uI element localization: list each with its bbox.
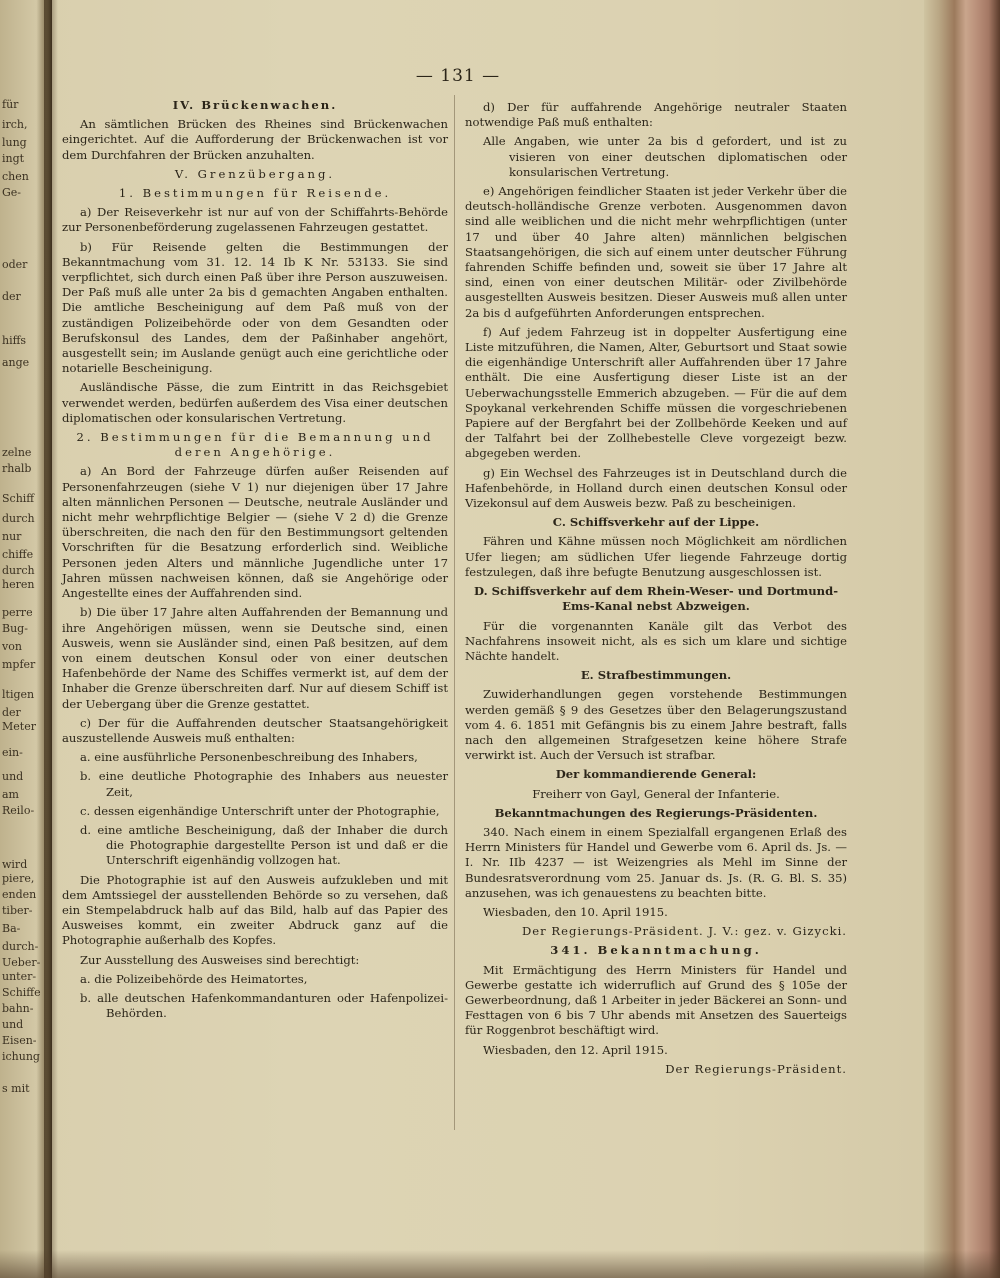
margin-fragment: der <box>2 706 21 719</box>
paragraph: g) Ein Wechsel des Fahrzeuges ist in Deutschland durch die Hafenbehörde, in Holland durch einen deutschen Konsul oder Vizekonsul auf dem Ausweis bezw. Paß zu bescheinigen. <box>465 465 847 511</box>
paragraph: a) Der Reiseverkehr ist nur auf von der Schiffahrts-Behörde zur Personenbeförderung zugelassenen Fahrzeugen gestattet. <box>62 205 448 235</box>
paragraph: Alle Angaben, wie unter 2a bis d gefordert, und ist zu visieren von einer deutschen diplomatischen oder konsularischen Vertretung. <box>483 134 847 179</box>
paragraph: b. alle deutschen Hafenkommandanturen oder Hafenpolizei-Behörden. <box>80 990 448 1021</box>
paragraph: Fähren und Kähne müssen noch Möglichkeit am nördlichen Ufer liegen; am südlichen Ufer liegende Fahrzeuge dortig festzulegen, daß ihre befugte Benutzung ausgeschlossen ist. <box>465 534 847 579</box>
paragraph: Ausländische Pässe, die zum Eintritt in das Reichsgebiet verwendet werden, bedürfen außerdem des Visa einer deutschen diplomatischen oder konsularischen Vertretung. <box>62 380 448 425</box>
book-edge <box>924 0 1000 1278</box>
margin-fragment: s mit <box>2 1082 30 1095</box>
margin-fragment: piere, <box>2 872 35 885</box>
margin-fragment: und <box>2 770 24 783</box>
margin-fragment: durch- <box>2 940 39 953</box>
paragraph: Für die vorgenannten Kanäle gilt das Verbot des Nachfahrens insoweit nicht, als es sich um klare und sichtige Nächte handelt. <box>465 618 847 663</box>
paragraph: d. eine amtliche Bescheinigung, daß der Inhaber die durch die Photographie dargestellte Person ist und daß er die Unterschrift eigenhändig vollzogen hat. <box>80 822 448 868</box>
margin-fragment: rhalb <box>2 462 32 475</box>
paragraph: a. die Polizeibehörde des Heimatortes, <box>80 971 308 986</box>
margin-fragment: und <box>2 1018 24 1031</box>
paragraph: Der Regierungs-Präsident. <box>665 1061 847 1076</box>
margin-fragment: ltigen <box>2 688 35 701</box>
margin-fragment: ein- <box>2 746 23 759</box>
paragraph: 2. Bestimmungen für die Bemannung und deren Angehörige. <box>76 430 434 460</box>
paragraph: 340. Nach einem in einem Spezialfall ergangenen Erlaß des Herrn Ministers für Handel und Gewerbe vom 6. April ds. Js. — I. Nr. IIb 4237 — ist Weizengries als Mehl im Sinne der Bundesratsverordnung vom 25. Januar ds. Js. (R. G. Bl. S. 35) anzusehen, was ich genauestens zu beachten bitte. <box>465 824 847 900</box>
paragraph: f) Auf jedem Fahrzeug ist in doppelter Ausfertigung eine Liste mitzuführen, die Namen, Alter, Geburtsort und Staat sowie die eigenhändige Unterschrift aller Auffahrenden über 17 Jahre enthält. Die eine Ausfertigung dieser Liste ist an der Ueberwachungsstelle Emmerich abzugeben. — Für die auf dem Spoykanal verkehrenden Schiffe müssen die vorgeschriebenen Papiere auf der Bergfahrt bei der Zollbehörde Keeken und auf der Talfahrt bei der Zollhebestelle Cleve vorgezeigt bezw. abgegeben werden. <box>465 324 847 461</box>
paragraph: Mit Ermächtigung des Herrn Ministers für Handel und Gewerbe gestatte ich widerruflich auf Grund des § 105e der Gewerbeordnung, daß 1 Arbeiter in jeder Bäckerei an Sonn- und Festtagen von 6 bis 7 Uhr abends mit Ansetzen des Sauerteigs für Roggenbrot beschäftigt wird. <box>465 962 847 1038</box>
paragraph: b) Für Reisende gelten die Bestimmungen der Bekanntmachung vom 31. 12. 14 Ib K Nr. 53133. Sie sind verpflichtet, sich durch einen Paß über ihre Person auszuweisen. Der Paß muß alle unter 2a bis d gemachten Angaben enthalten. Die amtliche Bescheinigung auf dem Paß muß von der zuständigen Polizeibehörde oder von dem Gesandten oder Berufskonsul des Landes, dem der Paßinhaber angehört, ausgestellt sein; im Auslande genügt auch eine gerichtliche oder notarielle Bescheinigung. <box>62 239 448 376</box>
paragraph: d) Der für auffahrende Angehörige neutraler Staaten notwendige Paß muß enthalten: <box>465 100 847 130</box>
margin-fragment: ichung <box>2 1050 40 1063</box>
margin-fragment: Bug- <box>2 622 28 635</box>
margin-fragment: heren <box>2 578 35 591</box>
paragraph: Die Photographie ist auf den Ausweis aufzukleben und mit dem Amtssiegel der ausstellenden Behörde so zu versehen, daß ein Stempelabdruck halb auf das Bild, halb auf das Papier des Ausweises kommt, ein zweiter Abdruck ganz auf die Photographie außerhalb des Kopfes. <box>62 872 448 948</box>
margin-fragment: perre <box>2 606 33 619</box>
paragraph: Wiesbaden, den 12. April 1915. <box>483 1042 668 1057</box>
margin-fragment: unter- <box>2 970 37 983</box>
margin-fragment: ingt <box>2 152 25 165</box>
paragraph: D. Schiffsverkehr auf dem Rhein-Weser- und Dortmund-Ems-Kanal nebst Abzweigen. <box>473 584 839 614</box>
paragraph: Zuwiderhandlungen gegen vorstehende Bestimmungen werden gemäß § 9 des Gesetzes über den Belagerungszustand vom 4. 6. 1851 mit Gefängnis bis zu einem Jahre bestraft, falls nach den allgemeinen Strafgesetzen keine höhere Strafe verwirkt ist. Auch der Versuch ist strafbar. <box>465 687 847 763</box>
margin-fragment: Meter <box>2 720 36 733</box>
margin-fragment: irch, <box>2 118 28 131</box>
paragraph: Der kommandierende General: <box>555 767 757 782</box>
margin-fragment: bahn- <box>2 1002 34 1015</box>
paragraph: Wiesbaden, den 10. April 1915. <box>483 904 668 919</box>
margin-fragment: wird <box>2 858 28 871</box>
margin-fragment: Ba- <box>2 922 21 935</box>
margin-fragment: hiffs <box>2 334 27 347</box>
paragraph: Freiherr von Gayl, General der Infanterie. <box>532 786 780 801</box>
margin-fragment: lung <box>2 136 27 149</box>
margin-fragment: der <box>2 290 21 303</box>
margin-fragment: chiffe <box>2 548 34 561</box>
spine-shadow <box>44 0 58 1278</box>
margin-fragment: Reilo- <box>2 804 35 817</box>
margin-fragment: Ge- <box>2 186 22 199</box>
margin-fragment: enden <box>2 888 37 901</box>
margin-fragment: oder <box>2 258 28 271</box>
margin-fragment: chen <box>2 170 29 183</box>
paragraph: IV. Brückenwachen. <box>172 98 338 112</box>
left-column <box>62 98 448 1025</box>
paragraph: E. Strafbestimmungen. <box>580 668 732 683</box>
margin-fragment: für <box>2 98 19 111</box>
bottom-shadow <box>0 1250 1000 1278</box>
margin-fragment: Schiffe <box>2 986 41 999</box>
right-column <box>465 100 847 1081</box>
margin-fragment: Schiff <box>2 492 35 505</box>
paragraph: Zur Ausstellung des Ausweises sind berechtigt: <box>80 952 360 967</box>
paragraph: e) Angehörigen feindlicher Staaten ist jeder Verkehr über die deutsch-holländische Grenze verboten. Ausgenommen davon sind alle weiblichen und die nicht mehr wehrpflichtigen (unter 17 und über 40 Jahre alten) männlichen belgischen Staatsangehörigen, die sich auf einem unter deutscher Führung fahrenden Schiffe befinden und, soweit sie über 17 Jahre alt sind, einen von einer deutschen Militär- oder Zivilbehörde ausgestellten Ausweis besitzen. Dieser Ausweis muß allen unter 2a bis d aufgeführten Anforderungen entsprechen. <box>465 184 847 320</box>
margin-fragment: durch <box>2 512 35 525</box>
margin-fragment: von <box>2 640 22 653</box>
paragraph: a) An Bord der Fahrzeuge dürfen außer Reisenden auf Personenfahrzeugen (siehe V 1) nur diejenigen über 17 Jahre alten männlichen Personen — Deutsche, neutrale Ausländer und nicht mehr wehrpflichtige Belgier — (siehe V 2 d) die Grenze überschreiten, die nach den für den Bestimmungsort geltenden Vorschriften für die Besatzung erforderlich sind. Weibliche Personen jeden Alters und männliche Jugendliche unter 17 Jahren müssen nachweisen können, daß sie Angehörige oder Angestellte eines der Auffahrenden sind. <box>62 464 448 601</box>
paragraph: Der Regierungs-Präsident. J. V.: gez. v. Gizycki. <box>521 924 847 939</box>
paragraph: V. Grenzübergang. <box>174 166 336 181</box>
margin-fragment: am <box>2 788 19 801</box>
paragraph: 1. Bestimmungen für Reisende. <box>118 186 392 201</box>
column-divider <box>454 95 455 1130</box>
margin-fragment: nur <box>2 530 22 543</box>
paragraph: b. eine deutliche Photographie des Inhabers aus neuester Zeit, <box>80 769 448 799</box>
paragraph: C. Schiffsverkehr auf der Lippe. <box>552 515 760 530</box>
paragraph: Bekanntmachungen des Regierungs-Präsidenten. <box>494 805 818 820</box>
margin-fragment: durch <box>2 564 35 577</box>
margin-fragment: mpfer <box>2 658 36 671</box>
paragraph: c) Der für die Auffahrenden deutscher Staatsangehörigkeit auszustellende Ausweis muß enthalten: <box>62 715 448 745</box>
margin-fragment: zelne <box>2 446 32 459</box>
margin-fragment: tiber- <box>2 904 33 917</box>
margin-fragment: Eisen- <box>2 1034 37 1047</box>
paragraph: c. dessen eigenhändige Unterschrift unter der Photographie, <box>80 803 440 818</box>
paragraph: 341. Bekanntmachung. <box>550 943 762 958</box>
paragraph: An sämtlichen Brücken des Rheines sind Brückenwachen eingerichtet. Auf die Aufforderung der Brückenwachen ist vor dem Durchfahren der Brücken anzuhalten. <box>62 117 448 162</box>
paragraph: a. eine ausführliche Personenbeschreibung des Inhabers, <box>80 750 418 765</box>
page-number: — 131 — <box>415 66 501 86</box>
margin-fragment: Ueber- <box>2 956 41 969</box>
margin-fragment: ange <box>2 356 30 369</box>
paragraph: b) Die über 17 Jahre alten Auffahrenden der Bemannung und ihre Angehörigen müssen, wenn sie Deutsche sind, einen Ausweis, wenn sie Ausländer sind, einen Paß besitzen, auf dem von einem deutschen Konsul oder von einer deutschen Hafenbehörde der Name des Schiffes vermerkt ist, auf dem der Inhaber die Grenze überschreiten darf. Nur auf diesem Schiff ist der Uebergang über die Grenze gestattet. <box>62 605 448 711</box>
